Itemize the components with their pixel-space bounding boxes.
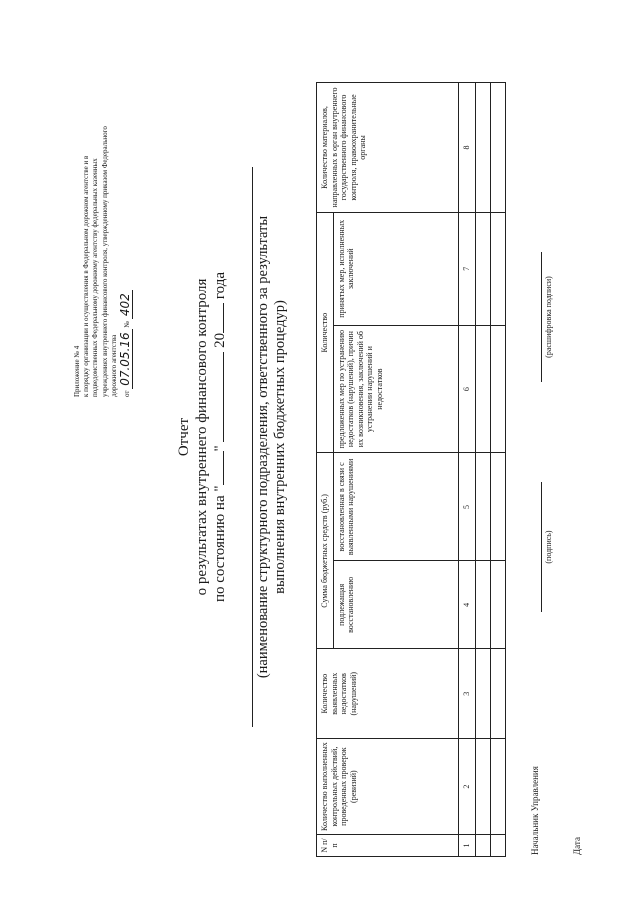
- column-number-row: [458, 83, 475, 857]
- table-cell: [475, 835, 490, 857]
- document-page: [40, 37, 600, 867]
- date-prefix: по состоянию на ": [212, 485, 228, 603]
- appendix-text-line: к порядку организации и осуществления в Федеральном дорожном агентстве и в: [82, 155, 91, 397]
- order-prefix: от: [123, 390, 132, 397]
- table-cell: [475, 649, 490, 739]
- table-row: [475, 83, 490, 857]
- department-caption-line: (наименование структурного подразделения, ответственного за результаты: [252, 167, 272, 727]
- report-table: [316, 82, 506, 857]
- table-cell: [490, 649, 505, 739]
- table-row: [490, 83, 505, 857]
- signature-line: [541, 482, 542, 612]
- header-materials: Количество материалов, направленных в орган внутреннего государственного финансового контроля, правоохранительные органы: [317, 83, 459, 213]
- table-cell: [490, 453, 505, 561]
- order-date: 07.05.16: [118, 329, 133, 388]
- day-blank: [223, 452, 224, 486]
- table-cell: [475, 453, 490, 561]
- signature-block: [530, 57, 590, 857]
- header-budget-sum: Сумма бюджетных средств (руб.): [317, 453, 334, 649]
- table-header-row: [317, 83, 334, 857]
- column-number: 3: [458, 649, 475, 739]
- order-number-prefix: №: [123, 320, 132, 328]
- decode-line: [541, 252, 542, 382]
- column-number: 5: [458, 453, 475, 561]
- table-cell: [490, 835, 505, 857]
- table-cell: [490, 739, 505, 835]
- report-date-line: [211, 177, 229, 697]
- report-title: Отчет: [176, 417, 192, 457]
- column-number: 6: [458, 325, 475, 453]
- table-cell: [475, 83, 490, 213]
- decode-caption: (расшифровка подписи): [544, 276, 553, 358]
- table-cell: [475, 739, 490, 835]
- appendix-order-line: [118, 47, 133, 397]
- department-caption: [252, 167, 289, 727]
- table-cell: [475, 561, 490, 649]
- report-subtitle: о результатах внутреннего финансового контроля: [194, 278, 210, 596]
- table-cell: [490, 212, 505, 325]
- date-suffix: года: [212, 271, 228, 300]
- appendix-text-line: дорожного агентства: [109, 334, 118, 397]
- appendix-title: Приложение № 4: [73, 345, 81, 397]
- appendix-text-line: учреждениях внутреннего финансового контроля, утвержденному приказом Федерального: [100, 126, 109, 397]
- header-to-recover: подлежащая восстановлению: [333, 561, 458, 649]
- header-quantity: Количество: [317, 212, 334, 453]
- column-number: 7: [458, 212, 475, 325]
- column-number: 2: [458, 739, 475, 835]
- table-cell: [490, 83, 505, 213]
- header-number: N п/п: [317, 835, 459, 857]
- report-title-block: [175, 177, 229, 697]
- header-control-actions: Количество выполненных контрольных действий, проведенных проверок (ревизий): [317, 739, 459, 835]
- header-taken-measures: принятых мер, исполненных заключений: [333, 212, 458, 325]
- signature-caption: (подпись): [544, 530, 553, 564]
- header-violations: Количество выявленных недостатков (нарушений): [317, 649, 459, 739]
- column-number: 1: [458, 835, 475, 857]
- order-number: 402: [118, 290, 133, 319]
- header-proposed-measures: предложенных мер по устранению недостатков (нарушений), причин их возникновения, заключений об устранении нарушений и недостатков: [333, 325, 458, 453]
- appendix-block: [73, 47, 132, 397]
- table-cell: [490, 325, 505, 453]
- table-cell: [490, 561, 505, 649]
- table-cell: [475, 212, 490, 325]
- month-blank: [223, 352, 224, 442]
- date-quote: ": [212, 445, 228, 452]
- column-number: 4: [458, 561, 475, 649]
- header-recovered: восстановленная в связи с выявленными нарушениями: [333, 453, 458, 561]
- appendix-text-line: подведомственных Федеральному дорожному агентству федеральных казенных: [91, 158, 100, 397]
- date-label: Дата: [572, 837, 582, 855]
- date-year: 20: [212, 332, 228, 348]
- table-cell: [475, 325, 490, 453]
- department-caption-line: выполнения внутренних бюджетных процедур): [272, 300, 288, 594]
- column-number: 8: [458, 83, 475, 213]
- signatory-position: Начальник Управления: [530, 766, 540, 855]
- year-blank: [223, 303, 224, 333]
